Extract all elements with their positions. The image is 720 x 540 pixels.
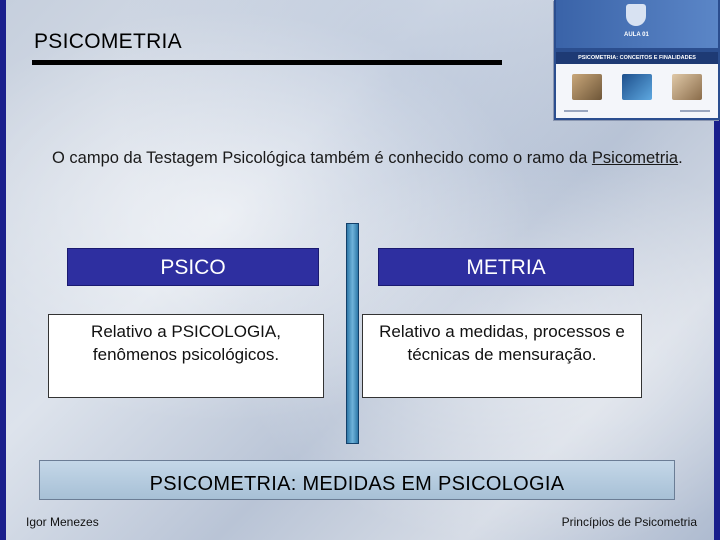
metria-header-box: METRIA [378,248,634,286]
thumbnail-aula-label: AULA 01 [624,32,649,38]
footer-author: Igor Menezes [26,515,99,529]
university-crest-icon [626,4,646,26]
intro-paragraph [52,147,692,170]
slide-title: PSICOMETRIA [34,30,182,53]
intro-period: . [678,149,683,167]
intro-underlined-term: Psicometria [591,149,679,167]
course-thumbnail-image [554,0,720,120]
slide [6,0,714,540]
title-underline-rule [32,60,502,65]
metria-description-box: Relativo a medidas, processos e técnicas de mensuração. [362,314,642,398]
thumbnail-title-band: PSICOMETRIA: CONCEITOS E FINALIDADES [556,52,718,64]
summary-banner: PSICOMETRIA: MEDIDAS EM PSICOLOGIA [39,460,675,500]
thumbnail-footer-right [680,110,710,112]
footer-course: Princípios de Psicometria [561,515,697,529]
thumbnail-footer-left [564,110,588,112]
psico-description-box: Relativo a PSICOLOGIA, fenômenos psicológicos. [48,314,324,398]
psico-header-box: PSICO [67,248,319,286]
intro-text: O campo da Testagem Psicológica também é conhecido como o ramo da [52,149,592,167]
thumbnail-photo-3-icon [672,74,702,100]
vertical-divider-bar [346,223,359,444]
thumbnail-photo-1-icon [572,74,602,100]
thumbnail-photo-2-icon [622,74,652,100]
